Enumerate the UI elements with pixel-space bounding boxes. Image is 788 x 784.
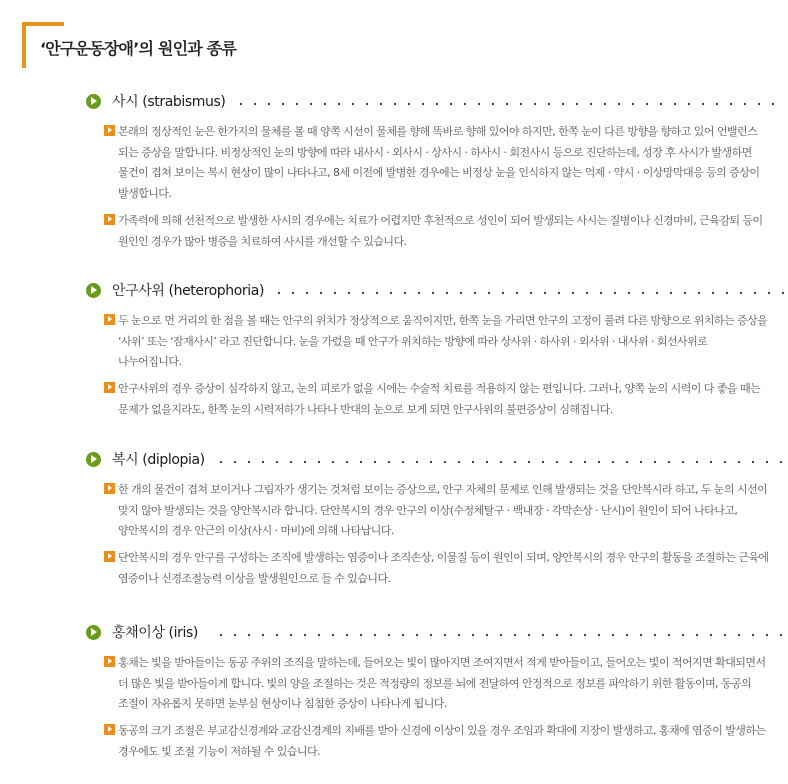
green-circle-play-icon xyxy=(86,452,101,467)
paragraph-text: 본래의 정상적인 눈은 한가지의 물체를 볼 때 양쪽 시선이 물체를 향해 똑바로 향해 있어야 하지만, 한쪽 눈이 다른 방향을 향하고 있어 언밸런스 되는 증상을 말합니다. 비정상적인 눈의 방향에 따라 내사시 · 외사시 · 상사시 · 하사시 · 회전사시 등으로 진단하는데, 성장 후 사시가 발생하면 물건이 겹쳐 보이는 복시 현상이 많이 나타나고, 8세 이전에 발병한 경우에는 비정상 눈을 인식하지 않는 억제 · 약시 · 이상망막대응 등의 증상이 발생합니다. xyxy=(118,125,760,200)
orange-square-arrow-icon xyxy=(104,483,115,494)
section-title: 안구사위 (heterophoria) xyxy=(112,283,265,299)
orange-square-arrow-icon xyxy=(104,314,115,325)
orange-square-arrow-icon xyxy=(104,551,115,562)
paragraph-text: 단안복시의 경우 안구를 구성하는 조직에 발생하는 염증이나 조직손상, 이물질 등이 원인이 되며, 양안복시의 경우 안구의 활동을 조절하는 근육에 염증이나 신경조절능력 이상을 발생원인으로 들 수 있습니다. xyxy=(118,551,769,585)
section-title: 홍채이상 (iris) xyxy=(112,625,198,641)
section-heading xyxy=(86,623,786,643)
section-heading xyxy=(86,450,786,470)
dotted-leader xyxy=(214,632,786,638)
green-circle-play-icon xyxy=(86,625,101,640)
dotted-leader xyxy=(272,290,786,296)
orange-square-arrow-icon xyxy=(104,724,115,735)
section-title: 사시 (strabismus) xyxy=(112,94,226,110)
orange-square-arrow-icon xyxy=(104,214,115,225)
orange-square-arrow-icon xyxy=(104,382,115,393)
orange-square-arrow-icon xyxy=(104,125,115,136)
dotted-leader xyxy=(234,101,786,107)
section-heading xyxy=(86,281,786,301)
paragraph-text: 동공의 크기 조절은 부교감신경계와 교감신경계의 지배를 받아 신경에 이상이 있을 경우 조임과 확대에 지장이 발생하고, 홍채에 염증이 발생하는 경우에도 빛 조절 기능이 저하될 수 있습니다. xyxy=(118,724,766,758)
paragraph-text: 한 개의 물건이 겹쳐 보이거나 그림자가 생기는 것처럼 보이는 증상으로, 안구 자체의 문제로 인해 발생되는 것을 단안복시라 하고, 두 눈의 시선이 맞지 않아 발생되는 것을 양안복시라 합니다. 단안복시의 경우 안구의 이상(수정체탈구 · 백내장 · 각막손상 · 난시)이 원인이 되어 나타나고, 양안복시의 경우 안근의 이상(사시 · 마비)에 의해 나타납니다. xyxy=(118,483,768,537)
green-circle-play-icon xyxy=(86,283,101,298)
paragraph-text: 두 눈으로 먼 거리의 한 점을 볼 때는 안구의 위치가 정상적으로 움직이지만, 한쪽 눈을 가리면 안구의 고정이 풀려 다른 방향으로 위치하는 증상을 ‘사위’ 또는 ‘잠재사시’ 라고 진단합니다. 눈을 가렸을 때 안구가 위치하는 방향에 따라 상사위 · 하사위 · 외사위 · 내사위 · 회선사위로 나누어집니다. xyxy=(118,314,768,368)
section-title: 복시 (diplopia) xyxy=(112,452,205,468)
page-title: ‘안구운동장애’의 원인과 종류 xyxy=(40,39,236,58)
paragraph-text: 안구사위의 경우 증상이 심각하지 않고, 눈의 피로가 없을 시에는 수술적 치료를 적용하지 않는 편입니다. 그러나, 양쪽 눈의 시력이 다 좋을 때는 문제가 없을지라도, 한쪽 눈의 시력저하가 나타나 반대의 눈으로 보게 되면 안구사위의 불편증상이 심해집니다. xyxy=(118,382,761,416)
section-heading xyxy=(86,92,786,112)
paragraph-text: 홍채는 빛을 받아들이는 동공 주위의 조직을 말하는데, 들어오는 빛이 많아지면 조여지면서 적게 받아들이고, 들어오는 빛이 적어지면 확대되면서 더 많은 빛을 받아들이게 합니다. 빛의 양을 조절하는 것은 적정량의 정보를 뇌에 전달하여 안정적으로 정보를 파악하기 위한 활동이며, 동공의 조절이 자유롭지 못하면 눈부심 현상이나 침침한 증상이 나타나게 됩니다. xyxy=(118,656,766,710)
dotted-leader xyxy=(214,459,786,465)
green-circle-play-icon xyxy=(86,94,101,109)
paragraph-text: 가족력에 의해 선천적으로 발생한 사시의 경우에는 치료가 어렵지만 후천적으로 성인이 되어 발생되는 사시는 질병이나 신경마비, 근육감퇴 등이 원인인 경우가 많아 병증을 치료하여 사시를 개선할 수 있습니다. xyxy=(118,214,763,248)
orange-square-arrow-icon xyxy=(104,656,115,667)
